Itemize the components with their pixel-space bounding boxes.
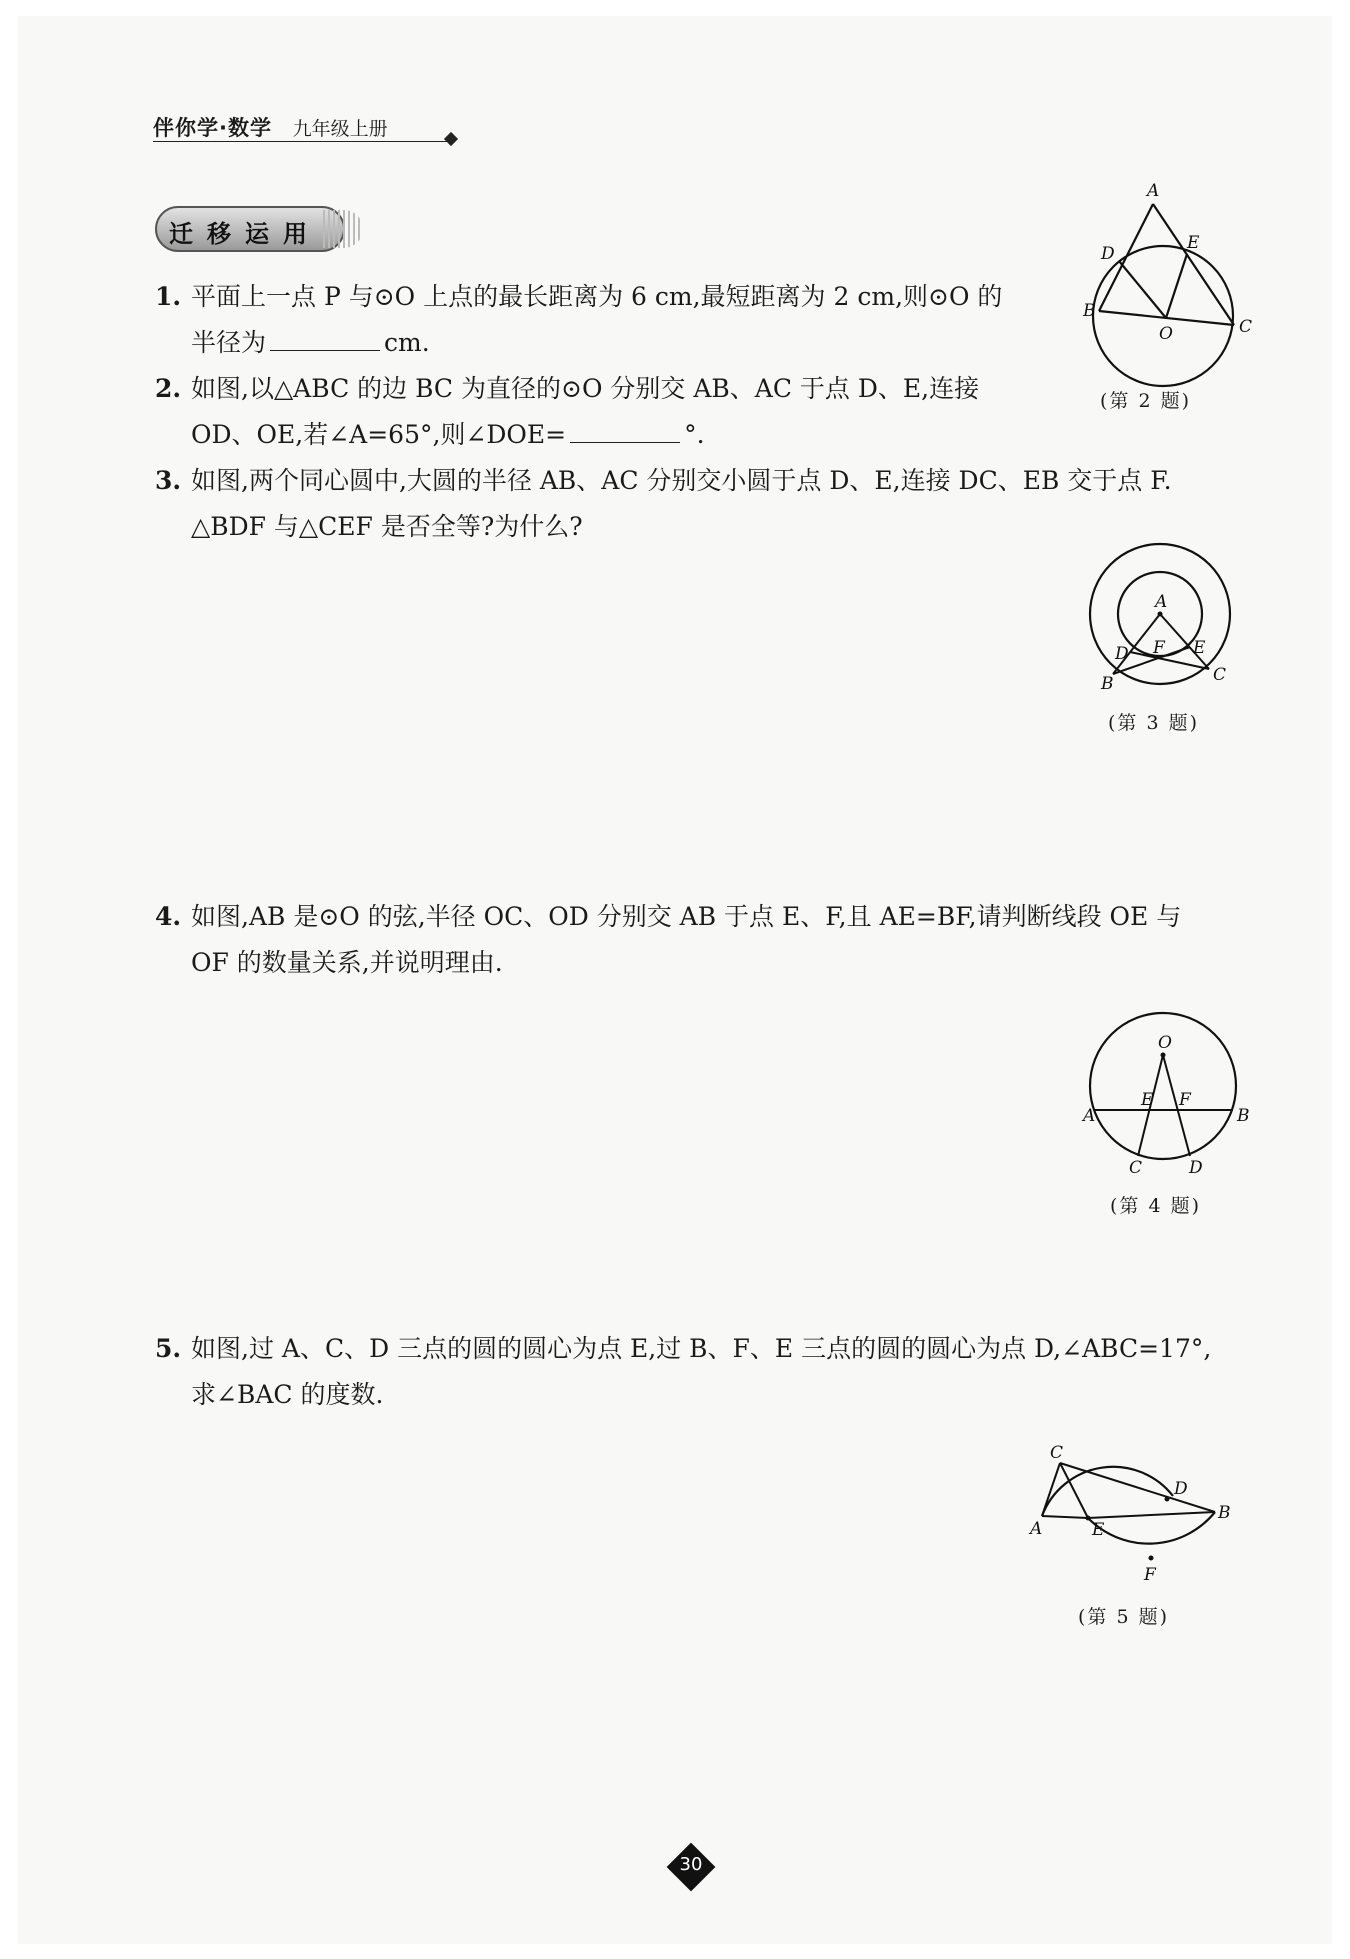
label-a: A: [1030, 1519, 1043, 1539]
question-text: 平面上一点 P 与⊙O 上点的最长距离为 6 cm,最短距离为 2 cm,则⊙O 的: [191, 282, 1003, 311]
point-d: [1165, 1497, 1170, 1502]
label-e: E: [1193, 638, 1206, 658]
question-number: 4.: [155, 902, 182, 931]
label-d: D: [1101, 244, 1115, 264]
label-b: B: [1237, 1106, 1250, 1126]
page-sheet: [18, 16, 1332, 1944]
page-number: 30: [679, 1854, 703, 1875]
question-number: 5.: [155, 1334, 182, 1363]
question-text: OF 的数量关系,并说明理由.: [191, 948, 503, 977]
figure-3: [1083, 541, 1243, 701]
section-banner: [155, 206, 365, 256]
label-b: B: [1083, 301, 1096, 321]
grade-label: 九年级上册: [292, 118, 388, 140]
question-text: cm.: [384, 328, 430, 357]
label-d: D: [1115, 644, 1129, 664]
segment-eb: [1088, 1512, 1215, 1518]
question-4: [155, 894, 1280, 986]
answer-blank[interactable]: [270, 349, 380, 351]
figure-2-caption: (第 2 题): [1100, 390, 1191, 412]
label-e: E: [1141, 1090, 1154, 1110]
label-c: C: [1213, 665, 1227, 685]
figure-4: [1083, 1001, 1253, 1181]
question-text: OD、OE,若∠A=65°,则∠DOE=: [191, 420, 567, 449]
label-c: C: [1050, 1443, 1064, 1463]
label-d: D: [1174, 1479, 1188, 1499]
section-title: 迁移运用: [169, 220, 321, 248]
question-text: 如图,两个同心圆中,大圆的半径 AB、AC 分别交小圆于点 D、E,连接 DC、EB 交于点 F.: [191, 466, 1172, 495]
label-f: F: [1153, 638, 1165, 658]
figure-5-caption: (第 5 题): [1078, 1606, 1169, 1628]
label-b: B: [1101, 674, 1114, 694]
label-o: O: [1158, 1033, 1172, 1053]
label-b: B: [1218, 1503, 1231, 1523]
point-o: [1161, 1053, 1166, 1058]
segment-ac: [1042, 1463, 1060, 1516]
answer-blank[interactable]: [570, 441, 680, 443]
section-banner-stripes: [323, 210, 363, 248]
label-e: E: [1187, 233, 1200, 253]
question-text: 半径为: [191, 328, 267, 357]
question-text: °.: [684, 420, 705, 449]
question-number: 1.: [155, 282, 182, 311]
header-rule: [153, 141, 453, 142]
label-f: F: [1179, 1090, 1191, 1110]
segment-ac: [1153, 204, 1234, 325]
arc-acd: [1042, 1467, 1173, 1516]
label-a: A: [1083, 1106, 1096, 1126]
segment-oe: [1166, 254, 1187, 318]
question-text: 求∠BAC 的度数.: [191, 1380, 384, 1409]
header-diamond-icon: [444, 132, 458, 146]
question-text: 如图,过 A、C、D 三点的圆的圆心为点 E,过 B、F、E 三点的圆的圆心为点 D,∠ABC=17°,: [191, 1334, 1212, 1363]
point-e: [1086, 1516, 1091, 1521]
running-header: [153, 112, 388, 142]
question-3: [155, 458, 1280, 550]
segment-od: [1119, 261, 1166, 318]
label-d: D: [1189, 1158, 1203, 1178]
label-c: C: [1129, 1158, 1143, 1178]
question-text: 如图,以△ABC 的边 BC 为直径的⊙O 分别交 AB、AC 于点 D、E,连接: [191, 374, 980, 403]
figure-3-caption: (第 3 题): [1108, 712, 1199, 734]
question-5: [155, 1326, 1280, 1418]
question-text: 如图,AB 是⊙O 的弦,半径 OC、OD 分别交 AB 于点 E、F,且 AE=BF,请判断线段 OE 与: [191, 902, 1182, 931]
figure-5: [1018, 1436, 1258, 1596]
label-a: A: [1147, 181, 1160, 201]
question-text: △BDF 与△CEF 是否全等?为什么?: [191, 512, 583, 541]
book-title: 伴你学·数学: [153, 116, 272, 140]
figure-4-caption: (第 4 题): [1110, 1195, 1201, 1217]
label-f: F: [1144, 1565, 1156, 1585]
question-number: 3.: [155, 466, 182, 495]
question-number: 2.: [155, 374, 182, 403]
segment-ae: [1042, 1516, 1088, 1518]
point-a: [1158, 612, 1163, 617]
label-e: E: [1092, 1520, 1105, 1540]
figure-2: [1063, 176, 1263, 396]
label-o: O: [1159, 324, 1173, 344]
label-c: C: [1239, 317, 1253, 337]
label-a: A: [1155, 592, 1168, 612]
point-f: [1149, 1556, 1154, 1561]
page-number-badge: [668, 1844, 714, 1890]
